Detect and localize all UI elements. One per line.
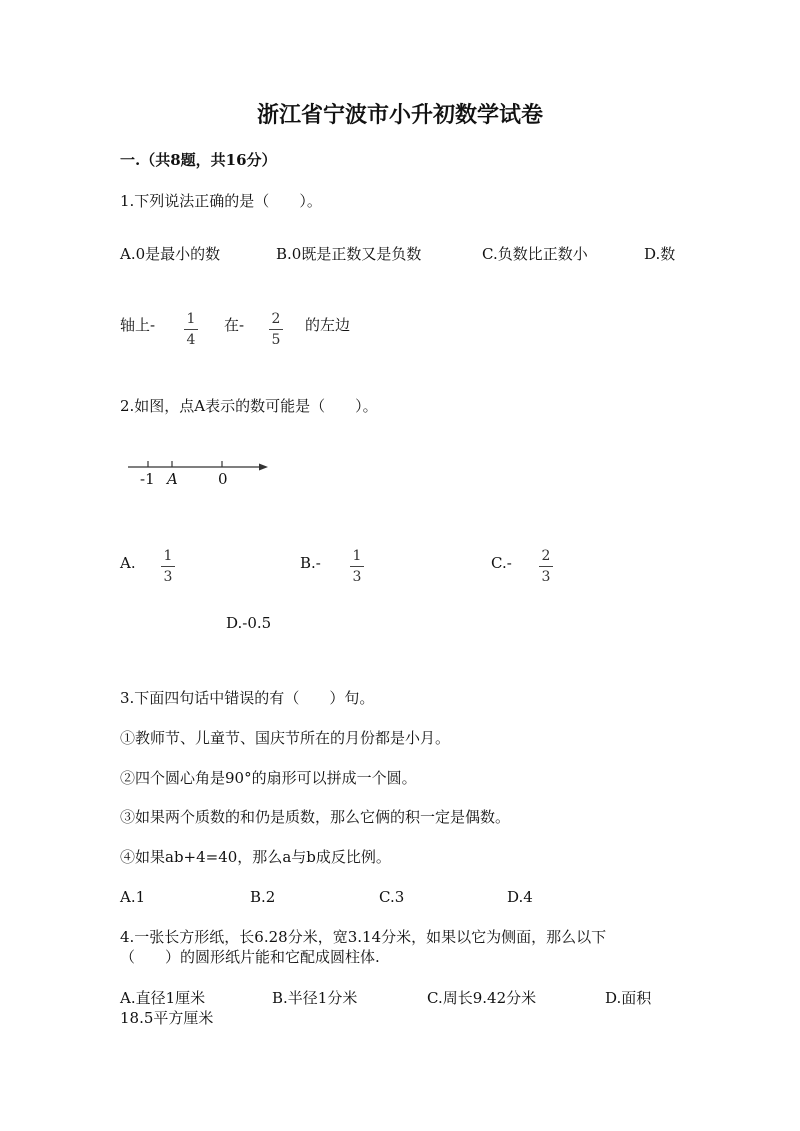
q2-option-b-prefix: B.-: [300, 554, 321, 572]
q1-option-d-mid: 在-: [224, 316, 245, 334]
q3-option-d: D.4: [507, 888, 533, 906]
q3-statement-1: ①教师节、儿童节、国庆节所在的月份都是小月。: [120, 729, 451, 747]
q4-stem-line-1: 4.一张长方形纸，长6.28分米，宽3.14分米，如果以它为侧面，那么以下: [120, 928, 607, 946]
q2-option-d: D.-0.5: [226, 614, 272, 632]
fraction: [347, 548, 367, 585]
q4-option-a: A.直径1厘米: [120, 989, 206, 1007]
fraction: [158, 548, 178, 585]
fraction-bar: [350, 566, 364, 567]
fraction: [266, 311, 286, 348]
q3-option-c: C.3: [379, 888, 405, 906]
fraction-numerator: 2: [271, 311, 281, 327]
q1-option-b: B.0既是正数又是负数: [276, 245, 422, 263]
number-line-arrowhead: [259, 464, 268, 471]
fraction-bar: [184, 329, 198, 330]
fraction-bar: [539, 566, 553, 567]
q2-option-a-prefix: A.: [120, 554, 136, 572]
fraction: [181, 311, 201, 348]
q3-stem: 3.下面四句话中错误的有（ ）句。: [120, 689, 375, 707]
q4-stem-line-2: （ ）的圆形纸片能和它配成圆柱体.: [120, 948, 380, 966]
q4-option-d: D.面积: [605, 989, 652, 1007]
q1-option-d-suffix: 的左边: [305, 316, 351, 334]
q1-stem: 1.下列说法正确的是（ ）。: [120, 192, 322, 210]
q4-option-b: B.半径1分米: [272, 989, 358, 1007]
fraction-numerator: 1: [163, 548, 173, 564]
q1-option-c: C.负数比正数小: [482, 245, 588, 263]
label-point-a: A: [167, 470, 178, 488]
q2-stem: 2.如图，点A表示的数可能是（ ）。: [120, 397, 378, 415]
number-line-figure: [126, 455, 276, 499]
q2-option-c-prefix: C.-: [491, 554, 512, 572]
fraction-denominator: 4: [186, 332, 196, 348]
label-minus-one: -1: [140, 470, 155, 488]
fraction-denominator: 3: [352, 569, 362, 585]
fraction-denominator: 3: [541, 569, 551, 585]
fraction-numerator: 1: [186, 311, 196, 327]
fraction-denominator: 3: [163, 569, 173, 585]
q3-statement-4: ④如果ab+4=40，那么a与b成反比例。: [120, 848, 391, 866]
fraction-numerator: 1: [352, 548, 362, 564]
fraction: [536, 548, 556, 585]
section-heading: 一.（共8题，共16分）: [120, 151, 277, 169]
q1-option-d-prefix: 轴上-: [120, 316, 156, 334]
fraction-bar: [269, 329, 283, 330]
q1-option-a: A.0是最小的数: [120, 245, 221, 263]
fraction-denominator: 5: [271, 332, 281, 348]
q4-option-d-continued: 18.5平方厘米: [120, 1009, 214, 1027]
fraction-bar: [161, 566, 175, 567]
q4-option-c: C.周长9.42分米: [427, 989, 537, 1007]
q3-statement-2: ②四个圆心角是90°的扇形可以拼成一个圆。: [120, 769, 417, 787]
q3-statement-3: ③如果两个质数的和仍是质数，那么它俩的积一定是偶数。: [120, 808, 511, 826]
q3-option-a: A.1: [120, 888, 146, 906]
q1-option-d: D.数: [644, 245, 676, 263]
page-title: 浙江省宁波市小升初数学试卷: [256, 102, 543, 128]
q3-option-b: B.2: [250, 888, 276, 906]
label-zero: 0: [218, 470, 228, 488]
fraction-numerator: 2: [541, 548, 551, 564]
